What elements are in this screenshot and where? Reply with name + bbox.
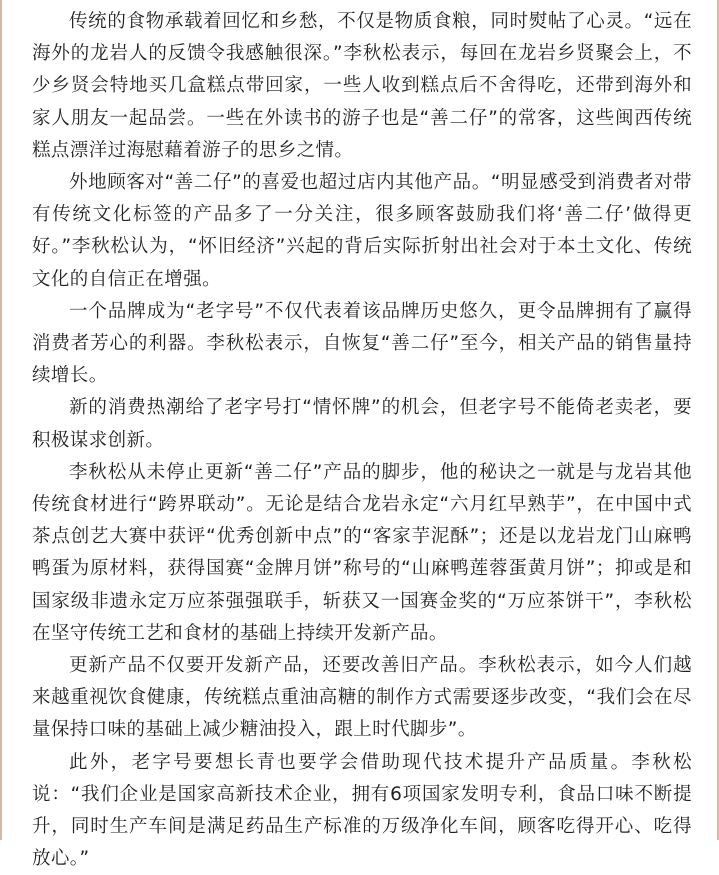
paragraph: 李秋松从未停止更新“善二仔”产品的脚步，他的秘诀之一就是与龙岩其他传统食材进行“跨界联动”。无论是结合龙岩永定“六月红早熟芋”，在中国中式茶点创艺大赛中获评“优秀创新中点”的“客家芋泥酥”；还是以龙岩龙门山麻鸭鸭蛋为原材料，获得国赛“金牌月饼”称号的“山麻鸭莲蓉蛋黄月饼”；抑或是和国家级非遗永定万应茶强强联手，斩获又一国赛金奖的“万应茶饼干”，李秋松在坚守传统工艺和食材的基础上持续开发新产品。 xyxy=(32,461,692,644)
paragraph: 传统的食物承载着回忆和乡愁，不仅是物质食粮，同时熨帖了心灵。“远在海外的龙岩人的反馈令我感触很深。”李秋松表示，每回在龙岩乡贤聚会上，不少乡贤会特地买几盒糕点带回家，一些人收到糕点后不舍得吃，还带到海外和家人朋友一起品尝。一些在外读书的游子也是“善二仔”的常客，这些闽西传统糕点漂洋过海慰藉着游子的思乡之情。 xyxy=(32,11,692,161)
paragraph: 一个品牌成为“老字号”不仅代表着该品牌历史悠久，更令品牌拥有了赢得消费者芳心的利器。李秋松表示，自恢复“善二仔”至今，相关产品的销售量持续增长。 xyxy=(32,300,692,387)
article-body xyxy=(32,6,692,875)
paragraph: 新的消费热潮给了老字号打“情怀牌”的机会，但老字号不能倚老卖老，要积极谋求创新。 xyxy=(32,397,692,451)
paragraph: 外地顾客对“善二仔”的喜爱也超过店内其他产品。“明显感受到消费者对带有传统文化标签的产品多了一分关注，很多顾客鼓励我们将‘善二仔’做得更好。”李秋松认为，“怀旧经济”兴起的背后实际折射出社会对于本土文化、传统文化的自信正在增强。 xyxy=(32,172,692,290)
paragraph: 更新产品不仅要开发新产品，还要改善旧产品。李秋松表示，如今人们越来越重视饮食健康，传统糕点重油高糖的制作方式需要逐步改变，“我们会在尽量保持口味的基础上减少糖油投入，跟上时代脚步”。 xyxy=(32,655,692,741)
paragraph: 此外，老字号要想长青也要学会借助现代技术提升产品质量。李秋松说：“我们企业是国家高新技术企业，拥有6项国家发明专利，食品口味不断提升，同时生产车间是满足药品生产标准的万级净化车间，顾客吃得开心、吃得放心。” xyxy=(32,751,692,870)
